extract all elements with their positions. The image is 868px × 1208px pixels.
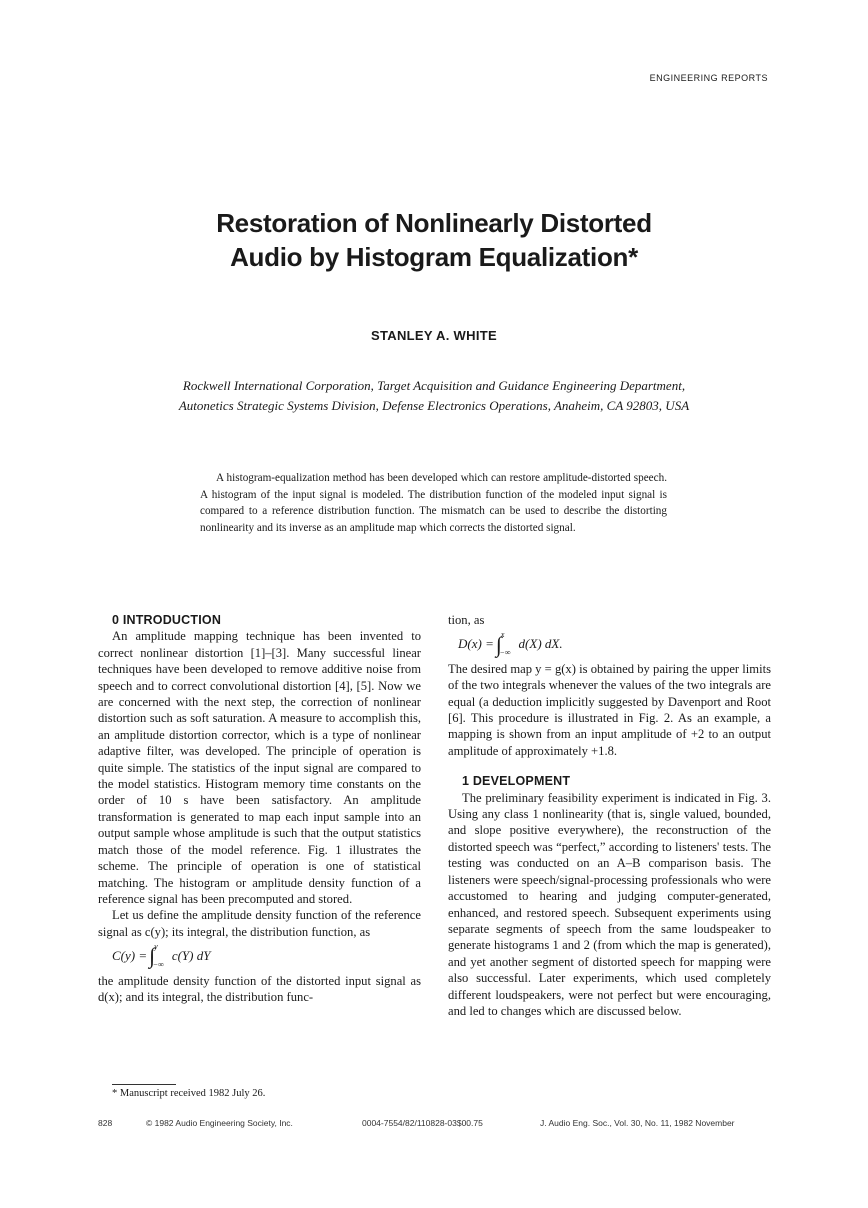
title-line-1: Restoration of Nonlinearly Distorted <box>216 208 652 238</box>
equation-1 <box>112 942 421 970</box>
equation-2-upper-limit: x <box>500 630 505 640</box>
right-column <box>448 612 771 1019</box>
author: STANLEY A. WHITE <box>371 328 497 343</box>
equation-2-rhs: d(X) dX. <box>518 636 563 652</box>
affiliation-line-1: Rockwell International Corporation, Target Acquisition and Guidance Engineering Department, <box>182 378 686 393</box>
footnote-rule <box>112 1084 176 1085</box>
intro-paragraph-3: the amplitude density function of the distorted input signal as d(x); and its integral, the distribution func- <box>98 973 421 1004</box>
integral-sign-icon: ∫ <box>149 943 156 969</box>
equation-1-upper-limit: y <box>154 942 158 952</box>
affiliation-line-2: Autonetics Strategic Systems Division, Defense Electronics Operations, Anaheim, CA 92803, USA <box>178 398 690 413</box>
footer-page-number: 828 <box>98 1118 113 1128</box>
footer-code: 0004-7554/82/110828-03$00.75 <box>362 1118 483 1128</box>
development-paragraph-1: The preliminary feasibility experiment is indicated in Fig. 3. Using any class 1 nonlinearity (that is, single valued, bounded, and slope positive everywhere), the reconstruction of the distorted speech was “perfect,” according to listeners' tests. The testing was conducted on an A–B comparison basis. The listeners were speech/signal-processing professionals who were accustomed to hearing and judging computer-generated, enhanced, and restored speech. Subsequent experiments using separate segments of speech from the same loudspeaker to generate histograms 1 and 2 (from which the map is generated), and yet another segment of distorted speech for mapping were also successful. Later experiments, which used completely different loudspeakers, were not perfect but were encouraging, and led to changes which are discussed below. <box>448 790 771 1018</box>
footer-copyright: © 1982 Audio Engineering Society, Inc. <box>146 1118 293 1128</box>
right-paragraph-1: The desired map y = g(x) is obtained by pairing the upper limits of the two integrals whenever the values of the two integrals are equal (a deduction implicitly suggested by Davenport and Root [6]. This procedure is illustrated in Fig. 2. As an example, a mapping is shown from an input amplitude of +2 to an output amplitude of approximately +1.8. <box>448 661 771 758</box>
equation-1-lhs: C(y) = <box>112 948 148 964</box>
running-head: ENGINEERING REPORTS <box>649 73 768 83</box>
title-line-2: Audio by Histogram Equalization* <box>230 242 638 272</box>
equation-2-lhs: D(x) = <box>458 636 494 652</box>
integral-sign-icon: ∫ <box>495 631 502 657</box>
section-heading-introduction: 0 INTRODUCTION <box>112 613 222 627</box>
left-column <box>98 612 421 1005</box>
intro-paragraph-1: An amplitude mapping technique has been invented to correct nonlinear distortion [1]–[3]. Many successful linear techniques have been developed to remove additive noise from speech and to correct convolutional distortion [4], [5]. Now we are concerned with the next step, the correction of nonlinear distortion such as soft saturation. A measure to accomplish this, an amplitude distortion corrector, which is a type of nonlinear adaptive filter, was developed. The principle of operation is quite simple. The statistics of the input signal are compared to the model statistics. Histogram memory time constants on the order of 10 s have been satisfactory. An amplitude transformation is generated to map each input sample into an output sample whose amplitude is such that the output statistics match those of the model reference. Fig. 1 illustrates the scheme. The principle of operation is one of statistical matching. The histogram or amplitude density function of a reference signal has been precomputed and stored. <box>98 629 421 906</box>
abstract-text: A histogram-equalization method has been developed which can restore amplitude-distorted speech. A histogram of the input signal is modeled. The distribution function of the modeled input signal is compared to a reference distribution function. The mismatch can be used to describe the distorting nonlinearity and its inverse as an amplitude map which corrects the distorted signal. <box>200 472 667 534</box>
equation-2 <box>458 630 771 658</box>
right-continuation: tion, as <box>448 613 485 627</box>
equation-2-lower-limit: −∞ <box>499 648 511 658</box>
section-heading-development: 1 DEVELOPMENT <box>462 774 571 789</box>
equation-1-lower-limit: −∞ <box>152 960 164 970</box>
footer-journal: J. Audio Eng. Soc., Vol. 30, No. 11, 1982 November <box>540 1118 735 1128</box>
equation-1-rhs: c(Y) dY <box>171 948 211 964</box>
footnote: * Manuscript received 1982 July 26. <box>112 1088 266 1099</box>
abstract <box>200 470 667 536</box>
intro-paragraph-2: Let us define the amplitude density function of the reference signal as c(y); its integral, the distribution function, as <box>98 908 421 939</box>
